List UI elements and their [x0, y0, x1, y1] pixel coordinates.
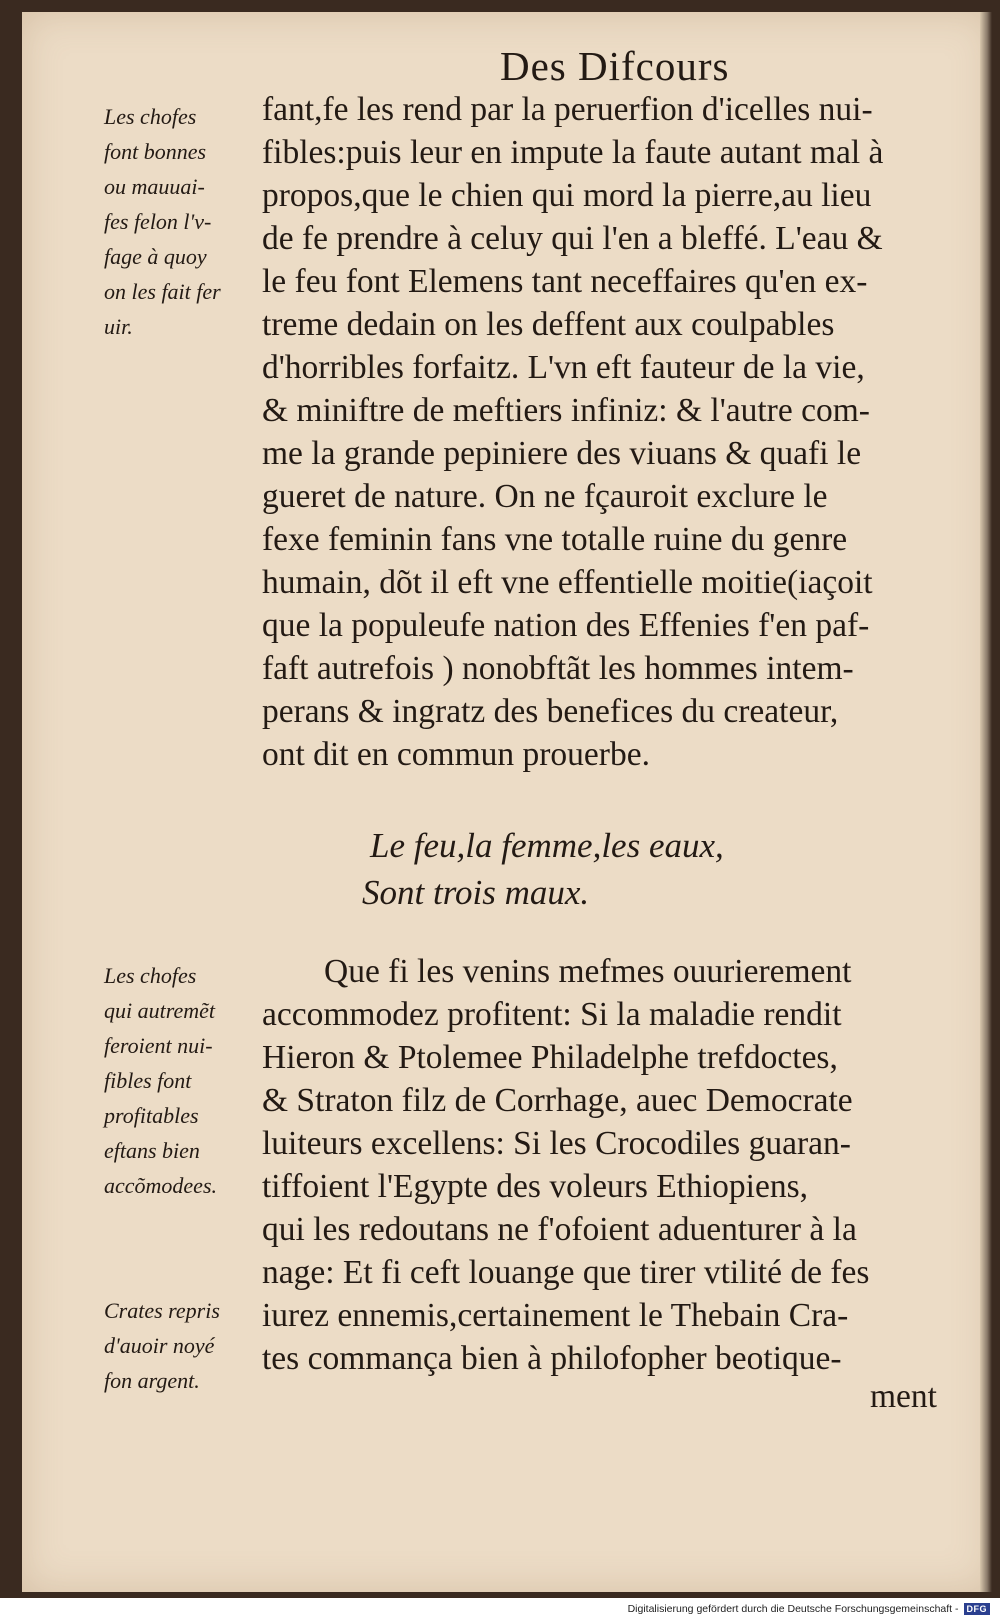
margin-note-line: fibles font — [104, 1068, 192, 1093]
text-line: & Straton filz de Corrhage, auec Democrate — [262, 1082, 853, 1119]
digitization-credit — [628, 1600, 990, 1617]
margin-note-line: on les fait fer — [104, 279, 221, 304]
text-line: humain, dõt il eft vne effentielle moitie(iaçoit — [262, 564, 873, 601]
text-line: ont dit en commun prouerbe. — [262, 736, 650, 773]
text-line: accommodez profitent: Si la maladie rendit — [262, 996, 842, 1033]
margin-note-line: Les chofes — [104, 104, 197, 129]
text-line: de fe prendre à celuy qui l'en a bleffé. L'eau & — [262, 220, 883, 257]
margin-note-line: uir. — [104, 314, 133, 339]
text-line: & miniftre de meftiers infiniz: & l'autre com- — [262, 392, 870, 429]
margin-note-line: font bonnes — [104, 139, 207, 164]
text-line: me la grande pepiniere des viuans & quafi le — [262, 435, 862, 472]
text-line: treme dedain on les deffent aux coulpables — [262, 306, 835, 343]
verse-line: Sont trois maux. — [362, 873, 590, 912]
text-line: nage: Et fi ceft louange que tirer vtilité de fes — [262, 1254, 870, 1291]
margin-note-line: Les chofes — [104, 963, 197, 988]
credit-text: Digitalisierung gefördert durch die Deutsche Forschungsgemeinschaft - — [627, 1602, 959, 1615]
dfg-logo: DFG — [964, 1603, 991, 1615]
text-line: fexe feminin fans vne totalle ruine du genre — [262, 521, 848, 558]
text-line: qui les redoutans ne f'ofoient aduenturer à la — [262, 1211, 857, 1248]
text-line: le feu font Elemens tant neceffaires qu'en ex- — [262, 263, 868, 300]
running-head: Des Difcours — [500, 43, 730, 89]
text-line: propos,que le chien qui mord la pierre,au lieu — [262, 177, 872, 214]
paragraph — [262, 88, 952, 776]
text-line: gueret de nature. On ne fçauroit exclure le — [262, 478, 828, 515]
text-line: luiteurs excellens: Si les Crocodiles guaran- — [262, 1125, 851, 1162]
text-line: fant,fe les rend par la peruerfion d'icelles nui- — [262, 91, 873, 128]
margin-note-line: eftans bien — [104, 1138, 200, 1163]
text-line: iurez ennemis,certainement le Thebain Cra- — [262, 1297, 849, 1334]
paragraph — [262, 950, 952, 1380]
margin-note-line: fage à quoy — [104, 244, 207, 269]
margin-note — [104, 958, 254, 1203]
text-line: Hieron & Ptolemee Philadelphe trefdoctes, — [262, 1039, 838, 1076]
text-line: tiffoient l'Egypte des voleurs Ethiopiens, — [262, 1168, 808, 1205]
margin-note-line: fon argent. — [104, 1368, 200, 1393]
margin-note — [104, 99, 254, 344]
text-line: tes commança bien à philofopher beotique- — [262, 1340, 842, 1377]
margin-note-line: Crates repris — [104, 1298, 220, 1323]
text-line: faft autrefois ) nonobftãt les hommes intem- — [262, 650, 854, 687]
margin-note-line: qui autremẽt — [104, 998, 215, 1023]
verse-line: Le feu,la femme,les eaux, — [370, 826, 724, 865]
margin-note-line: d'auoir noyé — [104, 1333, 215, 1358]
margin-note-line: ou mauuai- — [104, 174, 205, 199]
proverb-verse — [362, 822, 724, 916]
text-line: Que fi les venins mefmes ouurierement — [324, 953, 852, 990]
margin-note-line: fes felon l'v- — [104, 209, 212, 234]
catchword: ment — [870, 1378, 937, 1415]
page-edge — [980, 12, 992, 1592]
text-line: fibles:puis leur en impute la faute autant mal à — [262, 134, 884, 171]
margin-note-line: profitables — [104, 1103, 199, 1128]
margin-note-line: feroient nui- — [104, 1033, 213, 1058]
text-line: que la populeufe nation des Effenies f'en paf- — [262, 607, 870, 644]
margin-note — [104, 1293, 254, 1398]
margin-note-line: accõmodees. — [104, 1173, 218, 1198]
text-line: perans & ingratz des benefices du createur, — [262, 693, 839, 730]
text-line: d'horribles forfaitz. L'vn eft fauteur de la vie, — [262, 349, 865, 386]
